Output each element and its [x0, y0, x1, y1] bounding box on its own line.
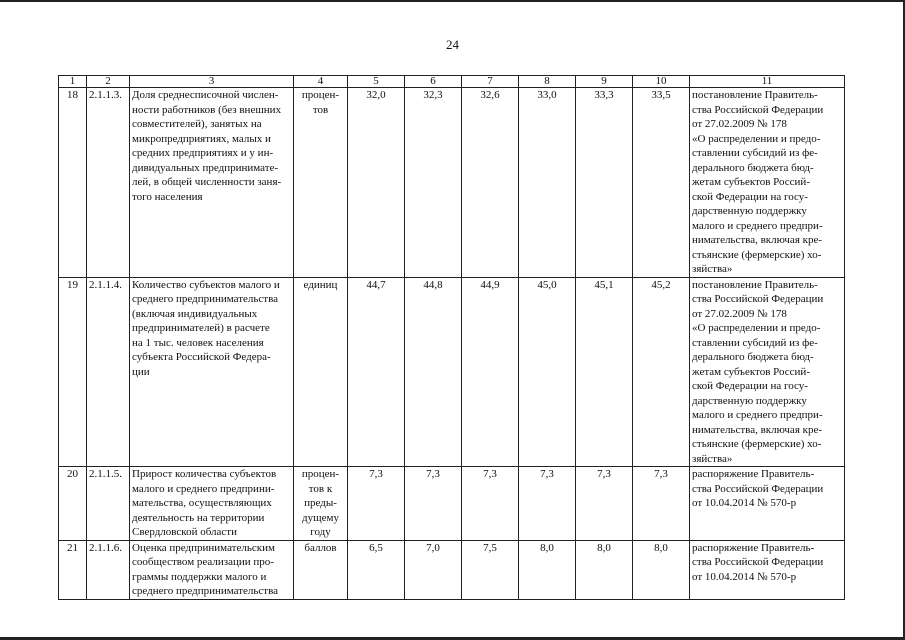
year-value: 7,3 — [633, 467, 690, 541]
indicator-name-line: сообществом реализации про- — [132, 556, 274, 568]
indicator-name — [130, 467, 294, 541]
unit-of-measure — [294, 88, 348, 278]
source-reference-line: распоряжение Правитель- — [692, 541, 815, 554]
indicator-name-line: ности работников (без внешних — [132, 103, 282, 116]
page-number: 24 — [446, 37, 459, 52]
year-value: 45,1 — [576, 277, 633, 467]
year-value: 33,5 — [633, 88, 690, 278]
indicator-name-line: субъекта Российской Федера- — [132, 351, 271, 363]
source-reference-line: зяйства» — [692, 452, 733, 465]
row-number: 19 — [59, 277, 87, 467]
year-value: 32,0 — [348, 88, 405, 278]
indicator-name-line: мательства, осуществляющих — [132, 497, 272, 509]
source-reference-line: ства Российской Федерации — [692, 556, 824, 568]
header-cell: 5 — [348, 76, 405, 88]
source-reference-line: малого и среднего предпри- — [692, 219, 823, 232]
header-cell: 1 — [59, 76, 87, 88]
year-value: 44,7 — [348, 277, 405, 467]
header-cell: 4 — [294, 76, 348, 88]
indicator-name-line: малого и среднего предприни- — [132, 482, 275, 495]
year-value: 7,5 — [462, 540, 519, 599]
source-reference-line: постановление Правитель- — [692, 89, 818, 101]
year-value: 7,3 — [348, 467, 405, 541]
year-value: 7,3 — [462, 467, 519, 541]
indicator-name-line: Доля среднесписочной числен- — [132, 89, 279, 101]
indicator-code: 2.1.1.6. — [87, 540, 130, 599]
indicator-name-line: совместителей), занятых на — [132, 118, 262, 130]
row-number: 20 — [59, 467, 87, 541]
year-value: 8,0 — [519, 540, 576, 599]
header-cell: 3 — [130, 76, 294, 88]
unit-of-measure-line: единиц — [303, 278, 338, 291]
indicator-code: 2.1.1.4. — [87, 277, 130, 467]
source-reference-line: дерального бюджета бюд- — [692, 161, 814, 174]
year-value: 7,3 — [519, 467, 576, 541]
source-reference-line: ставлении субсидий из фе- — [692, 336, 818, 349]
unit-of-measure — [294, 277, 348, 467]
indicator-name-line: Прирост количества субъектов — [132, 468, 277, 480]
year-value: 44,8 — [405, 277, 462, 467]
header-cell: 9 — [576, 76, 633, 88]
header-cell: 8 — [519, 76, 576, 88]
indicator-name — [130, 277, 294, 467]
header-cell: 2 — [87, 76, 130, 88]
source-reference-line: от 10.04.2014 № 570-р — [692, 570, 797, 583]
table-row — [59, 277, 845, 467]
source-reference — [690, 467, 845, 541]
unit-of-measure-line: баллов — [304, 541, 337, 554]
indicator-name-line: дивидуальных предпринимате- — [132, 161, 279, 174]
source-reference-line: жетам субъектов Россий- — [692, 365, 810, 378]
header-cell: 6 — [405, 76, 462, 88]
source-reference-line: жетам субъектов Россий- — [692, 176, 810, 188]
row-number: 18 — [59, 88, 87, 278]
year-value: 32,6 — [462, 88, 519, 278]
source-reference — [690, 88, 845, 278]
indicator-name-line: Оценка предпринимательским — [132, 541, 275, 554]
indicator-name-line: средних предприятиях и у ин- — [132, 147, 274, 159]
year-value: 7,3 — [576, 467, 633, 541]
indicator-name-line: граммы поддержки малого и — [132, 570, 267, 583]
year-value: 7,0 — [405, 540, 462, 599]
year-value: 44,9 — [462, 277, 519, 467]
indicator-code: 2.1.1.5. — [87, 467, 130, 541]
source-reference-line: ства Российской Федерации — [692, 103, 824, 116]
source-reference-line: ства Российской Федерации — [692, 293, 824, 305]
source-reference-line: постановление Правитель- — [692, 278, 818, 291]
indicator-name — [130, 540, 294, 599]
indicator-name-line: среднего предпринимательства — [132, 585, 279, 597]
year-value: 33,3 — [576, 88, 633, 278]
unit-of-measure-line: преды- — [304, 497, 337, 509]
indicator-name-line: лей, в общей численности заня- — [132, 176, 282, 188]
source-reference-line: «О распределении и предо- — [692, 132, 821, 145]
header-cell: 11 — [690, 76, 845, 88]
year-value: 45,2 — [633, 277, 690, 467]
year-value: 7,3 — [405, 467, 462, 541]
source-reference-line: нимательства, включая кре- — [692, 423, 823, 436]
source-reference-line: ской Федерации на госу- — [692, 380, 808, 392]
indicator-name — [130, 88, 294, 278]
source-reference-line: дарственную поддержку — [692, 205, 807, 217]
unit-of-measure-line: тов к — [308, 482, 333, 495]
source-reference-line: ства Российской Федерации — [692, 482, 824, 495]
indicator-name-line: ции — [132, 365, 150, 378]
source-reference-line: стьянские (фермерские) хо- — [692, 248, 822, 261]
source-reference-line: «О распределении и предо- — [692, 322, 821, 334]
source-reference-line: нимательства, включая кре- — [692, 234, 823, 246]
year-value: 32,3 — [405, 88, 462, 278]
unit-of-measure-line: процен- — [301, 89, 340, 101]
source-reference-line: малого и среднего предпри- — [692, 409, 823, 421]
table-row — [59, 88, 845, 278]
year-value: 6,5 — [348, 540, 405, 599]
year-value: 45,0 — [519, 277, 576, 467]
unit-of-measure — [294, 467, 348, 541]
source-reference-line: зяйства» — [692, 263, 733, 275]
indicator-name-line: Свердловской области — [132, 526, 237, 538]
row-number: 21 — [59, 540, 87, 599]
indicator-name-line: среднего предпринимательства — [132, 293, 279, 305]
indicator-name-line: (включая индивидуальных — [132, 307, 258, 320]
indicator-table — [58, 75, 845, 600]
indicator-code: 2.1.1.3. — [87, 88, 130, 278]
source-reference-line: дарственную поддержку — [692, 394, 807, 407]
indicator-name-line: деятельность на территории — [132, 511, 265, 524]
indicator-name-line: на 1 тыс. человек населения — [132, 336, 264, 349]
indicator-name-line: предпринимателей) в расчете — [132, 322, 270, 334]
header-cell: 10 — [633, 76, 690, 88]
unit-of-measure-line: году — [310, 526, 331, 538]
source-reference-line: от 27.02.2009 № 178 — [692, 307, 787, 320]
source-reference-line: дерального бюджета бюд- — [692, 351, 814, 363]
source-reference-line: стьянские (фермерские) хо- — [692, 438, 822, 450]
source-reference-line: ставлении субсидий из фе- — [692, 147, 818, 159]
indicator-name-line: микропредприятиях, малых и — [132, 132, 271, 145]
year-value: 8,0 — [576, 540, 633, 599]
table-header-row — [59, 76, 845, 88]
source-reference — [690, 277, 845, 467]
unit-of-measure-line: процен- — [301, 468, 340, 480]
source-reference-line: от 27.02.2009 № 178 — [692, 118, 787, 130]
source-reference-line: ской Федерации на госу- — [692, 190, 808, 203]
table-row — [59, 540, 845, 599]
source-reference-line: от 10.04.2014 № 570-р — [692, 497, 797, 509]
indicator-name-line: того населения — [132, 190, 203, 203]
source-reference-line: распоряжение Правитель- — [692, 468, 815, 480]
scan-border-top — [0, 0, 905, 2]
year-value: 8,0 — [633, 540, 690, 599]
unit-of-measure-line: дущему — [302, 511, 339, 524]
table-row — [59, 467, 845, 541]
source-reference — [690, 540, 845, 599]
year-value: 33,0 — [519, 88, 576, 278]
indicator-name-line: Количество субъектов малого и — [132, 278, 280, 291]
unit-of-measure-line: тов — [312, 103, 329, 116]
header-cell: 7 — [462, 76, 519, 88]
unit-of-measure — [294, 540, 348, 599]
